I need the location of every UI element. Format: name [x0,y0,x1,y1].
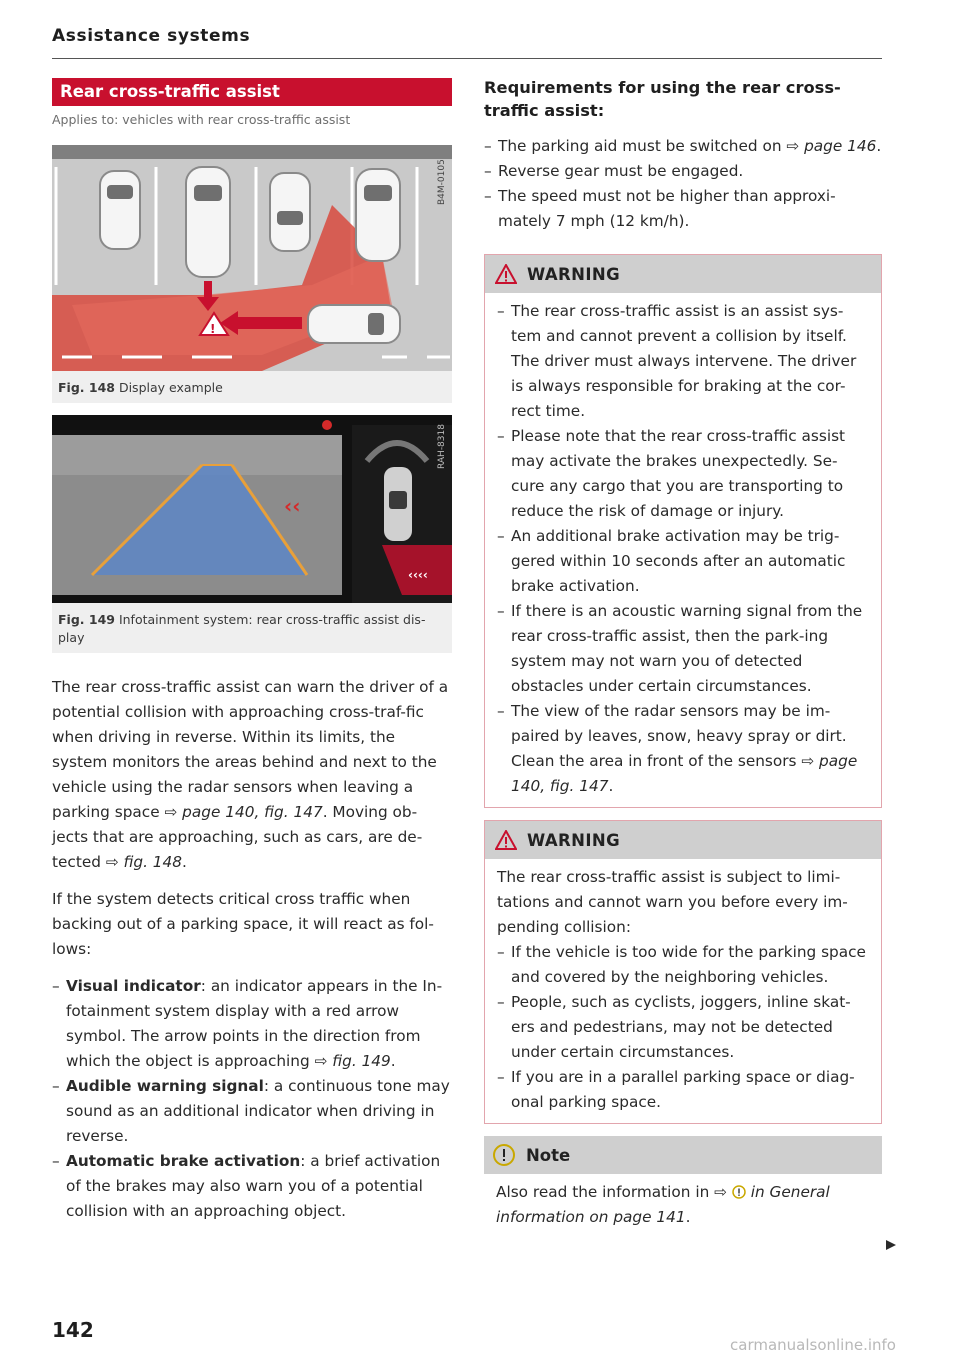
figure-149-text: Infotainment system: rear cross-traffic assist dis-play [58,612,426,645]
list-item: – People, such as cyclists, joggers, inline skat-ers and pedestrians, may not be detected under certain circumstances. [497,993,851,1061]
list-item: – If you are in a parallel parking space or diag-onal parking space. [497,1068,855,1111]
warning-triangle-icon [495,264,517,284]
note-icon [492,1143,516,1167]
item-text: The speed must not be higher than approxi-mately 7 mph (12 km/h). [498,187,836,230]
note-text-part: . [685,1208,691,1226]
note-text [484,1174,882,1236]
list-item: – The view of the radar sensors may be im-paired by leaves, snow, heavy spray or dirt. Clean the area in front of the sensors ⇨ page 140, fig. 147. [497,702,858,795]
figure-149-number: Fig. 149 [58,612,115,627]
item-label: Audible warning signal [66,1077,264,1095]
warning-label: WARNING [527,264,621,284]
note-box [484,1136,882,1236]
item-text: : an indicator appears in the In-fotainment system display with a red arrow symbol. The arrow points in the direction from which the object is approaching [66,977,443,1070]
list-item: – Automatic brake activation: a brief activation of the brakes may also warn you of a potential collision with an approaching object. [52,1152,441,1220]
figure-148-text: Display example [118,380,223,395]
figure-code: RAH-8318 [437,424,447,469]
warning-list [497,940,869,1115]
infotainment-display-illustration [52,415,452,603]
intro-paragraph [52,675,452,875]
requirements-title: Requirements for using the rear cross-traffic assist: [484,78,841,120]
item-label: Visual indicator [66,977,201,995]
item-text: The view of the radar sensors may be im-paired by leaves, snow, heavy spray or dirt. Clean the area in front of the sensors [511,702,847,770]
page-header [52,26,882,59]
item-text: . [608,777,614,795]
item-text: Please note that the rear cross-traffic assist may activate the brakes unexpectedly. Se-cure any cargo that you are transporting to reduce the risk of damage or injury. [511,427,846,520]
list-item: – The rear cross-traffic assist is an assist sys-tem and cannot prevent a collision by itself. The driver must always intervene. The driver is always responsible for braking at the cor-rect time. [497,302,857,420]
topic-title: Rear cross-traffic assist [52,78,452,106]
list-item: – Please note that the rear cross-traffic assist may activate the brakes unexpectedly. Se-cure any cargo that you are transporting to reduce the risk of damage or injury. [497,427,846,520]
item-text: . [390,1052,396,1070]
section-title: Assistance systems [52,26,251,46]
note-label: Note [526,1145,571,1165]
header-rule [52,58,882,59]
item-text: People, such as cyclists, joggers, inline skat-ers and pedestrians, may not be detected under certain circumstances. [511,993,851,1061]
warning-triangle-icon [495,830,517,850]
page-ref-link[interactable]: ⇨ page 140, fig. 147 [164,803,323,821]
warning-box-1 [484,254,882,808]
item-text: If you are in a parallel parking space or diag-onal parking space. [511,1068,855,1111]
reaction-paragraph: If the system detects critical cross traffic when backing out of a parking space, it will react as fol-lows: [52,890,434,958]
item-text: Reverse gear must be engaged. [498,162,744,180]
list-item: – The parking aid must be switched on ⇨ page 146. [484,137,882,155]
figure-ref-link[interactable]: ⇨ fig. 149 [314,1052,391,1070]
list-item: – Visual indicator: an indicator appears in the In-fotainment system display with a red arrow symbol. The arrow points in the direction from which the object is approaching ⇨ fig. 149. [52,977,443,1070]
left-column [52,78,452,1224]
note-ref-icon[interactable] [732,1185,746,1199]
figure-148 [52,145,452,403]
note-ref-link[interactable]: in General information on page 141 [496,1183,830,1226]
list-item: – If there is an acoustic warning signal from the rear cross-traffic assist, then the park-ing system may not warn you of detected obstacles under certain circumstances. [497,602,863,695]
list-item: – An additional brake activation may be trig-gered within 10 seconds after an automatic brake activation. [497,527,846,595]
note-text-part: Also read the information in ⇨ [496,1183,732,1201]
item-text: If there is an acoustic warning signal from the rear cross-traffic assist, then the park-ing system may not warn you of detected obstacles under certain circumstances. [511,602,863,695]
warning-header [485,255,881,293]
display-example-illustration [52,145,452,371]
warning-intro: The rear cross-traffic assist is subject to limi-tations and cannot warn you before every im-pending collision: [497,868,848,936]
svg-text:!: ! [210,322,216,336]
warning-label: WARNING [527,830,621,850]
right-column [484,76,882,1236]
list-item: – Reverse gear must be engaged. [484,162,744,180]
svg-text:‹‹‹‹: ‹‹‹‹ [408,568,428,582]
warning-header [485,821,881,859]
figure-149 [52,415,452,653]
item-text: . [876,137,882,155]
item-text: The rear cross-traffic assist is an assist sys-tem and cannot prevent a collision by itself. The driver must always intervene. The driver is always responsible for braking at the cor-rect time. [511,302,857,420]
figure-148-number: Fig. 148 [58,380,115,395]
list-item: – The speed must not be higher than approxi-mately 7 mph (12 km/h). [484,187,836,230]
list-item: – If the vehicle is too wide for the parking space and covered by the neighboring vehicles. [497,943,866,986]
continue-arrow-icon [884,1238,898,1252]
intro-text: . [182,853,187,871]
item-label: Automatic brake activation [66,1152,301,1170]
applies-to: Applies to: vehicles with rear cross-traffic assist [52,112,351,127]
item-text: If the vehicle is too wide for the parking space and covered by the neighboring vehicles. [511,943,866,986]
list-item: – Audible warning signal: a continuous tone may sound as an additional indicator when driving in reverse. [52,1077,450,1145]
figure-code: B4M-0105 [437,159,447,205]
figure-ref-link[interactable]: ⇨ fig. 148 [105,853,183,871]
warning-list [497,299,869,799]
watermark: carmanualsonline.info [730,1336,896,1354]
reaction-list [52,974,452,1224]
page-ref-link[interactable]: ⇨ page 140, fig. 147 [511,752,858,795]
warning-box-2 [484,820,882,1124]
item-text: The parking aid must be switched on [498,137,787,155]
item-text: An additional brake activation may be trig-gered within 10 seconds after an automatic brake activation. [511,527,846,595]
requirements-list [484,134,882,234]
page-ref-link[interactable]: ⇨ page 146 [786,137,877,155]
figure-148-caption [52,371,452,403]
intro-text: . Moving ob-jects that are approaching, such as cars, are de-tected [52,803,423,871]
item-text: : a continuous tone may sound as an additional indicator when driving in reverse. [66,1077,450,1145]
page-number: 142 [52,1318,94,1342]
svg-text:‹‹: ‹‹ [284,494,301,518]
item-text: : a brief activation of the brakes may also warn you of a potential collision with an approaching object. [66,1152,441,1220]
figure-149-caption [52,603,452,653]
note-header [484,1136,882,1174]
intro-text: The rear cross-traffic assist can warn the driver of a potential collision with approaching cross-traf-fic when driving in reverse. Within its limits, the system monitors the areas behind and next to the vehicle using the radar sensors when leaving a parking space [52,678,449,821]
